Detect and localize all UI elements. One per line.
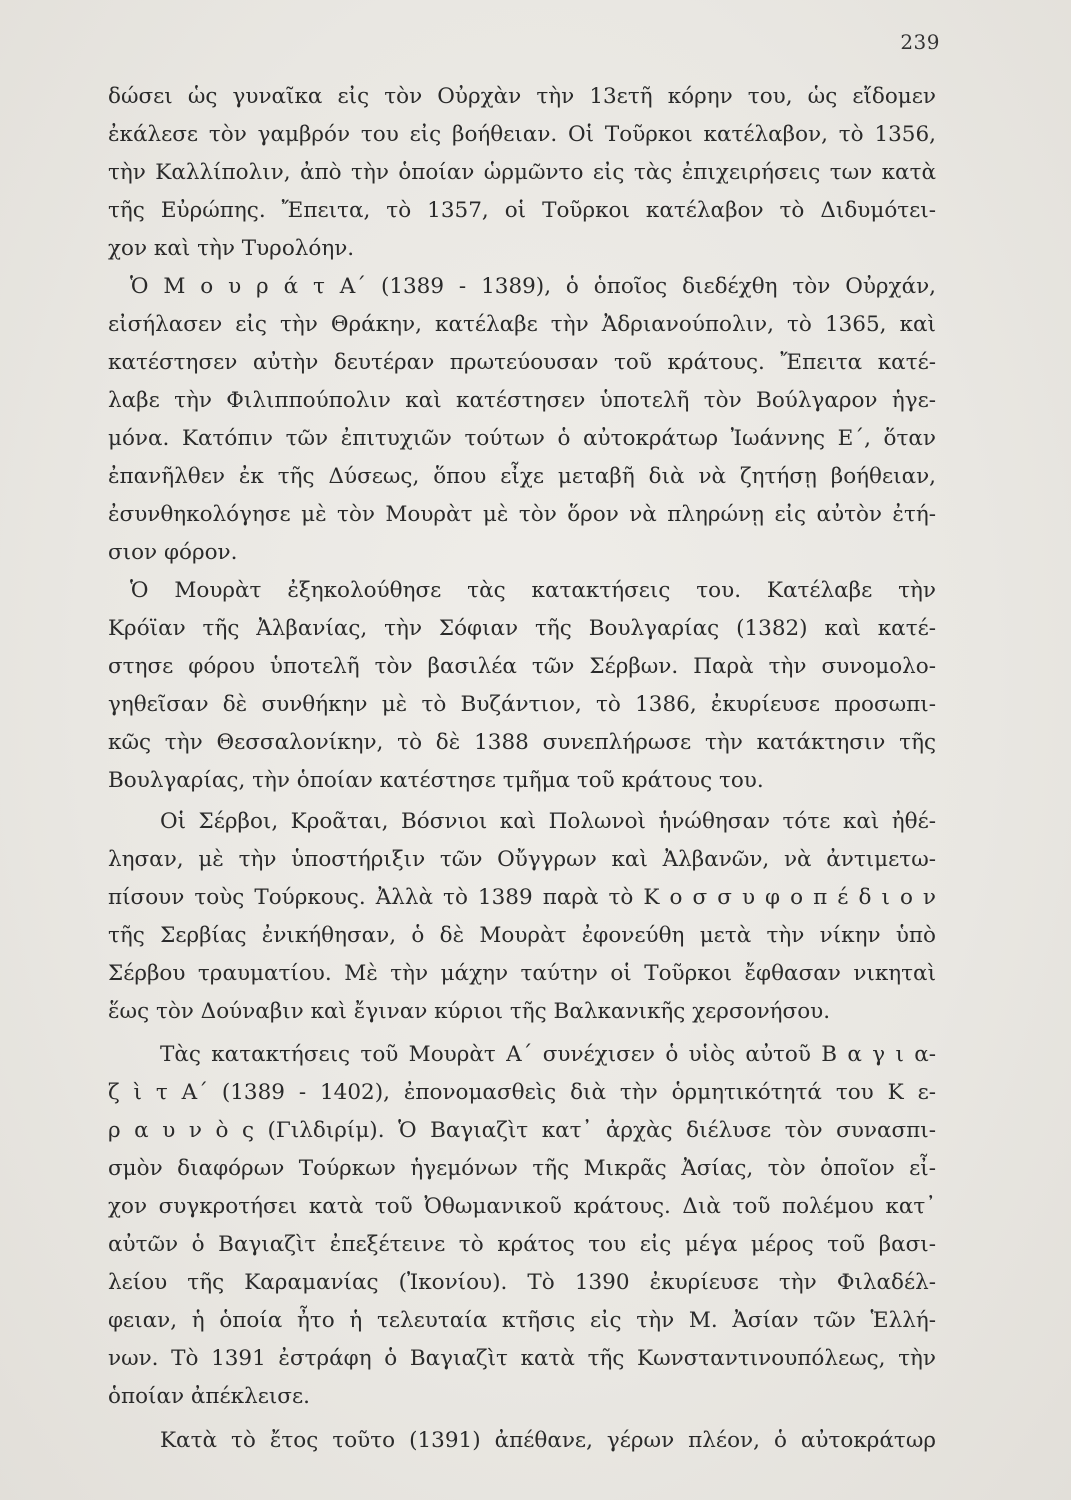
text-line: μόνα. Κατόπιν τῶν ἐπιτυχιῶν τούτων ὁ αὐτοκράτωρ Ἰωάννης Ε΄, ὅταν (108, 426, 936, 451)
text-line: νων. Τὸ 1391 ἐστράφη ὁ Βαγιαζὶτ κατὰ τῆς Κωνσταντινουπόλεως, τὴν (108, 1346, 936, 1371)
text-line: γηθεῖσαν δὲ συνθήκην μὲ τὸ Βυζάντιον, τὸ 1386, ἐκυρίευσε προσωπι- (108, 692, 936, 717)
text-line: δώσει ὡς γυναῖκα εἰς τὸν Οὐρχὰν τὴν 13ετῆ κόρην του, ὡς εἴδομεν (108, 84, 936, 109)
text-line: χον συγκροτήσει κατὰ τοῦ Ὀθωμανικοῦ κράτους. Διὰ τοῦ πολέμου κατ᾽ (108, 1194, 936, 1219)
text-line: φειαν, ἡ ὁποία ἦτο ἡ τελευταία κτῆσις εἰς τὴν Μ. Ἀσίαν τῶν Ἑλλή- (108, 1308, 936, 1333)
text-line: λείου τῆς Καραμανίας (Ἰκονίου). Τὸ 1390 ἐκυρίευσε τὴν Φιλαδέλ- (108, 1270, 936, 1295)
text-line: ἐσυνθηκολόγησε μὲ τὸν Μουρὰτ μὲ τὸν ὅρον νὰ πληρώνῃ εἰς αὐτὸν ἐτή- (108, 502, 936, 527)
text-line: πίσουν τοὺς Τούρκους. Ἀλλὰ τὸ 1389 παρὰ τὸ Κ ο σ σ υ φ ο π έ δ ι ο ν (108, 885, 936, 910)
text-line: σιον φόρον. (108, 540, 238, 565)
paragraph-start: Ὁ Μ ο υ ρ ά τ Α΄ (1389 - 1389), ὁ ὁποῖος διεδέχθη τὸν Οὐρχάν, (130, 274, 936, 299)
text-line: εἰσήλασεν εἰς τὴν Θράκην, κατέλαβε τὴν Ἀδριανούπολιν, τὸ 1365, καὶ (108, 312, 936, 337)
text-line: Κρόϊαν τῆς Ἀλβανίας, τὴν Σόφιαν τῆς Βουλγαρίας (1382) καὶ κατέ- (108, 616, 936, 641)
paragraph-start: Οἱ Σέρβοι, Κροᾶται, Βόσνιοι καὶ Πολωνοὶ ἡνώθησαν τότε καὶ ἠθέ- (160, 809, 936, 834)
text-line: λησαν, μὲ τὴν ὑποστήριξιν τῶν Οὔγγρων καὶ Ἀλβανῶν, νὰ ἀντιμετω- (108, 847, 936, 872)
text-line: τὴν Καλλίπολιν, ἀπὸ τὴν ὁποίαν ὡρμῶντο εἰς τὰς ἐπιχειρήσεις των κατὰ (108, 160, 936, 185)
text-line: Σέρβου τραυματίου. Μὲ τὴν μάχην ταύτην οἱ Τοῦρκοι ἔφθασαν νικηταὶ (108, 961, 936, 986)
text-line: ζ ὶ τ Α΄ (1389 - 1402), ἐπονομασθεὶς διὰ τὴν ὁρμητικότητά του Κ ε- (108, 1080, 936, 1105)
text-line: κῶς τὴν Θεσσαλονίκην, τὸ δὲ 1388 συνεπλήρωσε τὴν κατάκτησιν τῆς (108, 730, 936, 755)
text-line: ἐκάλεσε τὸν γαμβρόν του εἰς βοήθειαν. Οἱ Τοῦρκοι κατέλαβον, τὸ 1356, (108, 122, 936, 147)
text-line: Βουλγαρίας, τὴν ὁποίαν κατέστησε τμῆμα τοῦ κράτους του. (108, 768, 764, 793)
text-line: ἐπανῆλθεν ἐκ τῆς Δύσεως, ὅπου εἶχε μεταβῆ διὰ νὰ ζητήσῃ βοήθειαν, (108, 464, 936, 489)
text-line: σμὸν διαφόρων Τούρκων ἡγεμόνων τῆς Μικρᾶς Ἀσίας, τὸν ὁποῖον εἶ- (108, 1156, 936, 1181)
text-line: χον καὶ τὴν Τυρολόην. (108, 236, 355, 261)
text-line: ὁποίαν ἀπέκλεισε. (108, 1384, 310, 1409)
paragraph-start: Τὰς κατακτήσεις τοῦ Μουρὰτ Α΄ συνέχισεν ὁ υἱὸς αὐτοῦ Β α γ ι α- (160, 1042, 936, 1067)
paragraph-start: Ὁ Μουρὰτ ἐξηκολούθησε τὰς κατακτήσεις του. Κατέλαβε τὴν (130, 578, 936, 603)
text-line: αὐτῶν ὁ Βαγιαζὶτ ἐπεξέτεινε τὸ κράτος του εἰς μέγα μέρος τοῦ βασι- (108, 1232, 936, 1257)
page-number: 239 (900, 30, 940, 54)
text-line: τῆς Σερβίας ἐνικήθησαν, ὁ δὲ Μουρὰτ ἐφονεύθη μετὰ τὴν νίκην ὑπὸ (108, 923, 936, 948)
text-line: τῆς Εὐρώπης. Ἔπειτα, τὸ 1357, οἱ Τοῦρκοι κατέλαβον τὸ Διδυμότει- (108, 198, 936, 223)
text-line: ρ α υ ν ὸ ς (Γιλδιρίμ). Ὁ Βαγιαζὶτ κατ᾽ ἀρχὰς διέλυσε τὸν συνασπι- (108, 1118, 936, 1143)
text-line: ἕως τὸν Δούναβιν καὶ ἔγιναν κύριοι τῆς Βαλκανικῆς χερσονήσου. (108, 999, 831, 1024)
text-line: λαβε τὴν Φιλιππούπολιν καὶ κατέστησεν ὑποτελῆ τὸν Βούλγαρον ἡγε- (108, 388, 936, 413)
text-line: στησε φόρου ὑποτελῆ τὸν βασιλέα τῶν Σέρβων. Παρὰ τὴν συνομολο- (108, 654, 936, 679)
paragraph-start: Κατὰ τὸ ἔτος τοῦτο (1391) ἀπέθανε, γέρων πλέον, ὁ αὐτοκράτωρ (160, 1428, 936, 1453)
text-line: κατέστησεν αὐτὴν δευτέραν πρωτεύουσαν τοῦ κράτους. Ἔπειτα κατέ- (108, 350, 936, 375)
